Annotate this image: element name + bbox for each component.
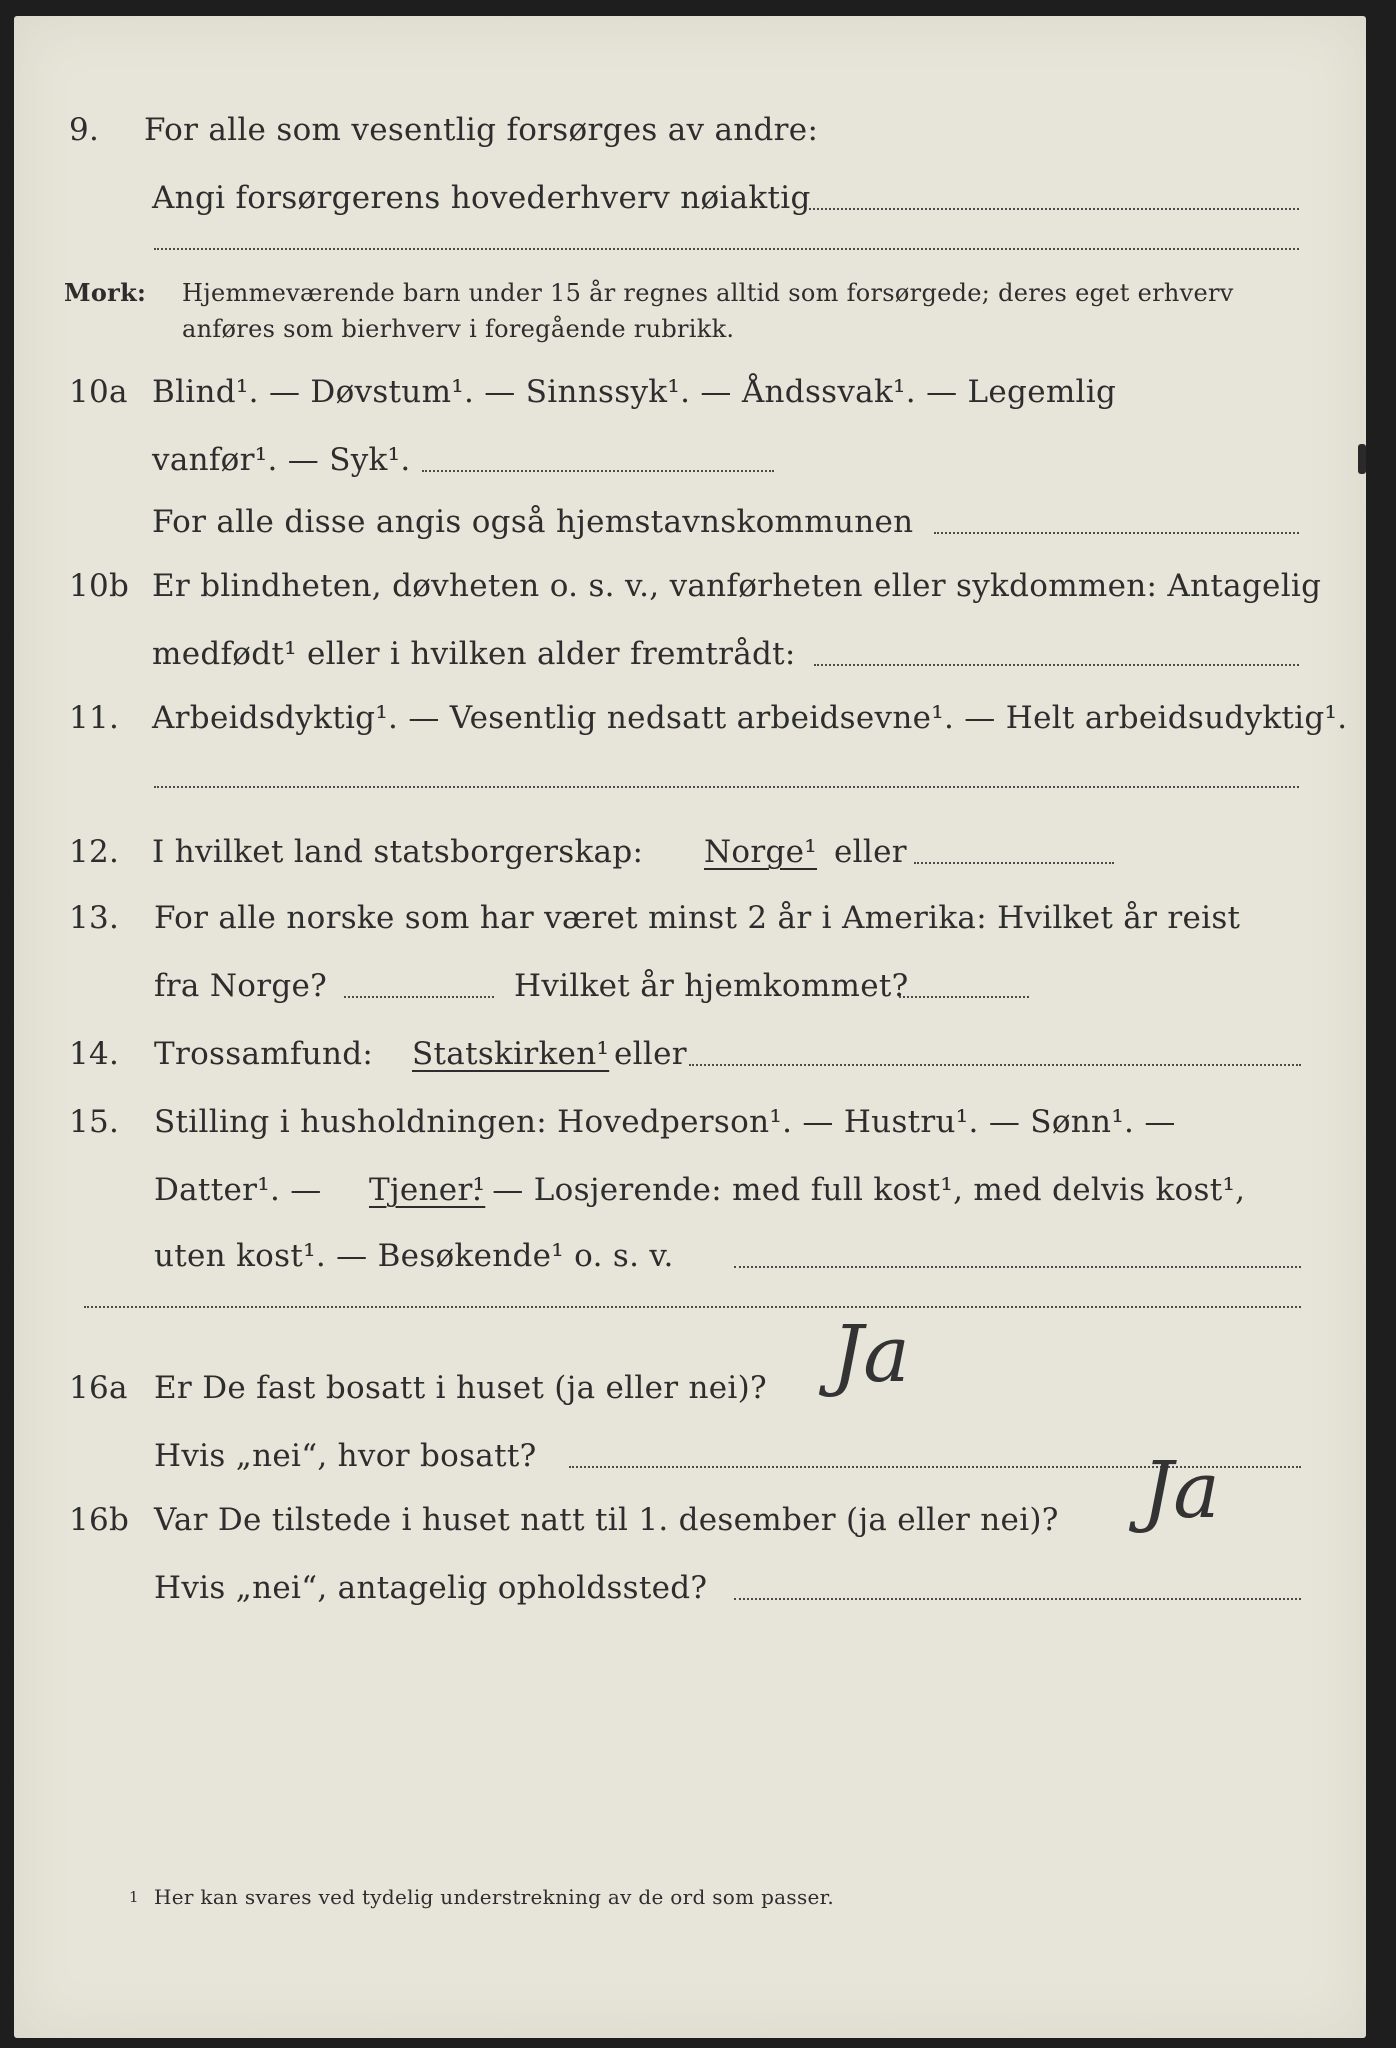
question-10a-line-2 [14,434,1366,486]
question-text: I hvilket land statsborgerskap: [152,834,644,870]
question-13-line-2 [14,960,1366,1012]
question-number: 13. [69,900,120,936]
question-number: 14. [69,1036,120,1072]
answer-field-blank[interactable] [914,862,1114,864]
question-16a [14,1362,1366,1414]
answer-field-blank[interactable] [154,786,1299,788]
question-9-subline [14,172,1366,224]
question-15-line-2 [14,1164,1366,1216]
question-text: Er De fast bosatt i huset (ja eller nei)? [154,1370,767,1406]
question-10b [14,560,1366,612]
footnote-mark: 1 [129,1888,139,1906]
question-number: 12. [69,834,120,870]
question-text: Stilling i husholdningen: Hovedperson¹. — Hustru¹. — Sønn¹. — [154,1104,1176,1140]
handwritten-answer-ja: Ja [832,1310,910,1400]
note-line-2 [14,310,1366,348]
question-10b-line-2 [14,628,1366,680]
question-text: Er blindheten, døvheten o. s. v., vanførheten eller sykdommen: Antagelig [152,568,1322,604]
question-12 [14,826,1366,878]
question-text: fra Norge? [154,968,328,1004]
answer-field-blank[interactable] [689,1064,1301,1066]
note-label: Mork: [64,278,147,307]
question-15 [14,1096,1366,1148]
question-text: Hvis „nei“, antagelig opholdssted? [154,1570,708,1606]
answer-field-blank[interactable] [422,470,774,472]
question-11 [14,692,1366,744]
question-text: Angi forsørgerens hovederhverv nøiaktig [152,180,811,216]
underlined-answer-tjener: Tjener¹ [369,1172,486,1208]
note-text: anføres som bierhverv i foregående rubrikk. [182,315,735,343]
question-number: 16b [69,1502,130,1538]
question-text: Var De tilstede i huset natt til 1. desember (ja eller nei)? [154,1502,1059,1538]
question-number: 11. [69,700,120,736]
underlined-answer-statskirken: Statskirken¹ [412,1036,610,1072]
footnote-text: Her kan svares ved tydelig understrekning av de ord som passer. [154,1885,834,1909]
question-text: Trossamfund: [154,1036,374,1072]
question-number: 16a [69,1370,128,1406]
question-10a-line-3 [14,496,1366,548]
question-text: For alle som vesentlig forsørges av andre: [144,112,819,148]
question-text: For alle norske som har været minst 2 år i Amerika: Hvilket år reist [154,900,1241,936]
note-text: Hjemmeværende barn under 15 år regnes alltid som forsørgede; deres eget erhverv [182,279,1234,307]
underlined-answer-norge: Norge¹ [704,834,818,870]
question-text: Blind¹. — Døvstum¹. — Sinnssyk¹. — Åndssvak¹. — Legemlig [152,374,1117,410]
answer-field-blank[interactable] [809,208,1299,210]
question-14 [14,1028,1366,1080]
question-number: 9. [69,112,100,148]
question-number: 10b [69,568,130,604]
question-text: Hvis „nei“, hvor bosatt? [154,1438,537,1474]
question-text: Arbeidsdyktig¹. — Vesentlig nedsatt arbeidsevne¹. — Helt arbeidsudyktig¹. [152,700,1348,736]
question-9 [14,104,1366,156]
question-15-line-3 [14,1230,1366,1282]
question-text: Datter¹. — [154,1172,322,1208]
handwritten-answer-ja: Ja [1142,1446,1220,1536]
answer-field-blank[interactable] [734,1598,1301,1600]
question-text: Hvilket år hjemkommet? [514,968,909,1004]
question-13 [14,892,1366,944]
answer-field-blank[interactable] [734,1266,1301,1268]
answer-field-blank[interactable] [84,1306,1301,1308]
answer-field-blank[interactable] [344,996,494,998]
question-text: . — Losjerende: med full kost¹, med delvis kost¹, [472,1172,1246,1208]
answer-field-blank[interactable] [814,664,1299,666]
answer-field-blank[interactable] [154,248,1299,250]
question-text: eller [834,834,907,870]
question-16b-line-2 [14,1562,1366,1614]
question-10a [14,366,1366,418]
question-text: eller [614,1036,687,1072]
note-line-1 [14,274,1366,312]
answer-field-blank[interactable] [934,532,1299,534]
census-form-page [14,16,1366,2038]
question-text: vanfør¹. — Syk¹. [152,442,411,478]
question-text: For alle disse angis også hjemstavnskommunen [152,504,914,540]
footnote [14,1882,1366,1912]
question-number: 10a [69,374,128,410]
question-text: uten kost¹. — Besøkende¹ o. s. v. [154,1238,674,1274]
question-number: 15. [69,1104,120,1140]
answer-field-blank[interactable] [899,996,1029,998]
question-text: medfødt¹ eller i hvilken alder fremtrådt: [152,636,796,672]
paper-edge-mark [1358,444,1366,474]
